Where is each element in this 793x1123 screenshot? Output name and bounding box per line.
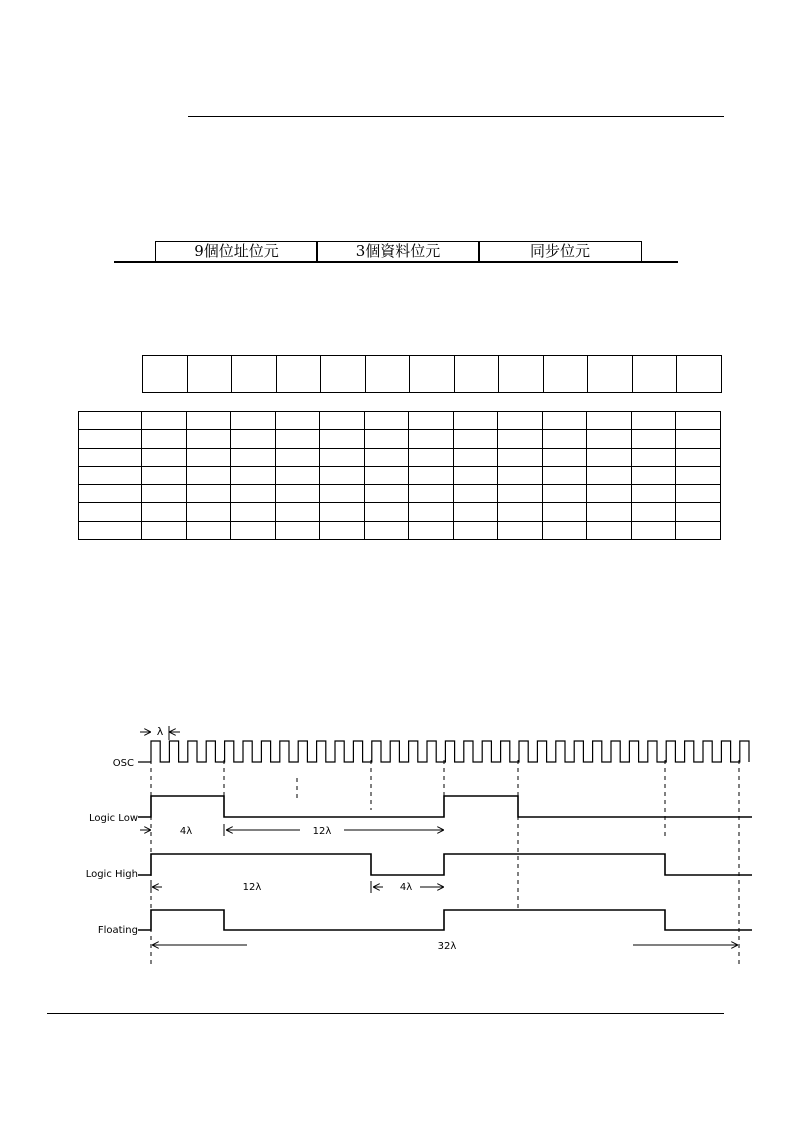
low-gap-label: 12λ — [312, 826, 332, 837]
clock-width-label: λ — [156, 725, 164, 738]
table-cell — [79, 448, 142, 466]
table-cell — [79, 521, 142, 539]
table-cell — [409, 521, 454, 539]
table-cell — [320, 448, 365, 466]
table-cell — [320, 521, 365, 539]
table-cell — [142, 466, 187, 484]
table-cell — [631, 485, 676, 503]
table-cell — [231, 503, 276, 521]
table-cell — [186, 448, 231, 466]
header-rule — [188, 116, 724, 117]
floating-label: Floating — [97, 925, 138, 936]
table-cell — [498, 521, 543, 539]
table-cell — [186, 412, 231, 430]
table-row — [79, 521, 721, 539]
table-cell — [542, 485, 587, 503]
total-period-label: 32λ — [437, 941, 457, 952]
table-cell — [320, 485, 365, 503]
osc-waveform — [138, 741, 749, 762]
table-cell — [453, 521, 498, 539]
table-cell — [453, 448, 498, 466]
bit-cell — [276, 356, 321, 393]
table-cell — [320, 430, 365, 448]
table-cell — [275, 412, 320, 430]
table-cell — [231, 430, 276, 448]
bit-cell — [143, 356, 188, 393]
code-table — [78, 411, 721, 540]
table-cell — [320, 412, 365, 430]
table-cell — [409, 485, 454, 503]
table-cell — [409, 412, 454, 430]
bit-cell — [677, 356, 722, 393]
bit-cell — [632, 356, 677, 393]
address-bits-field — [155, 241, 318, 262]
table-cell — [587, 430, 632, 448]
table-cell — [320, 503, 365, 521]
table-cell — [631, 448, 676, 466]
table-cell — [542, 503, 587, 521]
table-cell — [587, 503, 632, 521]
table-cell — [676, 448, 721, 466]
table-cell — [498, 430, 543, 448]
table-cell — [275, 448, 320, 466]
table-cell — [364, 448, 409, 466]
table-cell — [142, 412, 187, 430]
table-cell — [142, 521, 187, 539]
table-cell — [275, 466, 320, 484]
sync-bits-field — [478, 241, 642, 262]
table-cell — [542, 521, 587, 539]
table-cell — [587, 466, 632, 484]
table-cell — [320, 466, 365, 484]
table-cell — [453, 503, 498, 521]
high-pulse-label: 12λ — [242, 882, 262, 893]
sync-bits-label: 同步位元 — [529, 242, 590, 260]
table-cell — [364, 430, 409, 448]
table-cell — [453, 412, 498, 430]
table-cell — [542, 448, 587, 466]
data-bits-field — [316, 241, 480, 262]
table-cell — [364, 466, 409, 484]
logic-high-waveform — [138, 854, 752, 875]
bit-cell — [499, 356, 544, 393]
address-bits-label: 9個位址位元 — [194, 242, 279, 260]
table-cell — [409, 466, 454, 484]
table-cell — [631, 466, 676, 484]
table-cell — [186, 466, 231, 484]
bit-cell — [365, 356, 410, 393]
table-cell — [542, 412, 587, 430]
table-cell — [275, 503, 320, 521]
table-cell — [498, 485, 543, 503]
reference-lines — [151, 760, 739, 965]
table-cell — [587, 485, 632, 503]
table-cell — [676, 412, 721, 430]
table-cell — [631, 503, 676, 521]
bit-cell — [187, 356, 232, 393]
table-cell — [676, 485, 721, 503]
table-cell — [231, 412, 276, 430]
bit-cell — [232, 356, 277, 393]
table-cell — [631, 430, 676, 448]
bit-cell — [321, 356, 366, 393]
table-cell — [364, 412, 409, 430]
table-row — [79, 503, 721, 521]
table-cell — [409, 448, 454, 466]
footer-rule — [47, 1013, 724, 1014]
logic-high-label: Logic High — [85, 869, 138, 880]
table-cell — [142, 448, 187, 466]
osc-label: OSC — [112, 758, 134, 769]
table-cell — [409, 503, 454, 521]
table-row — [79, 430, 721, 448]
table-cell — [498, 448, 543, 466]
table-cell — [364, 521, 409, 539]
table-cell — [364, 503, 409, 521]
table-cell — [275, 521, 320, 539]
table-cell — [79, 485, 142, 503]
data-bits-label: 3個資料位元 — [355, 242, 441, 260]
table-cell — [186, 521, 231, 539]
bit-cell — [543, 356, 588, 393]
bit-cell — [410, 356, 455, 393]
table-cell — [142, 430, 187, 448]
table-cell — [453, 485, 498, 503]
table-cell — [186, 485, 231, 503]
table-cell — [542, 430, 587, 448]
table-cell — [142, 485, 187, 503]
bit-cell — [588, 356, 633, 393]
table-cell — [231, 448, 276, 466]
table-cell — [186, 430, 231, 448]
table-cell — [79, 503, 142, 521]
table-cell — [453, 466, 498, 484]
bit-cells-row — [142, 355, 722, 393]
logic-low-label: Logic Low — [88, 813, 138, 824]
table-cell — [364, 485, 409, 503]
table-row — [79, 485, 721, 503]
table-cell — [542, 466, 587, 484]
table-cell — [587, 412, 632, 430]
table-cell — [676, 521, 721, 539]
table-cell — [676, 430, 721, 448]
table-cell — [409, 430, 454, 448]
table-cell — [186, 503, 231, 521]
table-cell — [275, 485, 320, 503]
table-cell — [631, 412, 676, 430]
table-row — [79, 412, 721, 430]
table-cell — [275, 430, 320, 448]
table-cell — [453, 430, 498, 448]
table-row — [79, 466, 721, 484]
table-row — [79, 448, 721, 466]
table-cell — [79, 412, 142, 430]
table-cell — [79, 466, 142, 484]
table-cell — [142, 503, 187, 521]
table-cell — [498, 503, 543, 521]
low-pulse-label: 4λ — [179, 826, 193, 837]
table-cell — [498, 412, 543, 430]
table-cell — [676, 466, 721, 484]
logic-low-waveform — [138, 796, 752, 817]
bit-cell — [454, 356, 499, 393]
timing-diagram — [0, 700, 793, 980]
table-cell — [498, 466, 543, 484]
table-cell — [231, 466, 276, 484]
high-gap-label: 4λ — [399, 882, 413, 893]
table-cell — [631, 521, 676, 539]
table-cell — [587, 448, 632, 466]
table-cell — [587, 521, 632, 539]
floating-waveform — [138, 910, 752, 930]
table-cell — [231, 521, 276, 539]
table-cell — [231, 485, 276, 503]
table-cell — [79, 430, 142, 448]
table-cell — [676, 503, 721, 521]
